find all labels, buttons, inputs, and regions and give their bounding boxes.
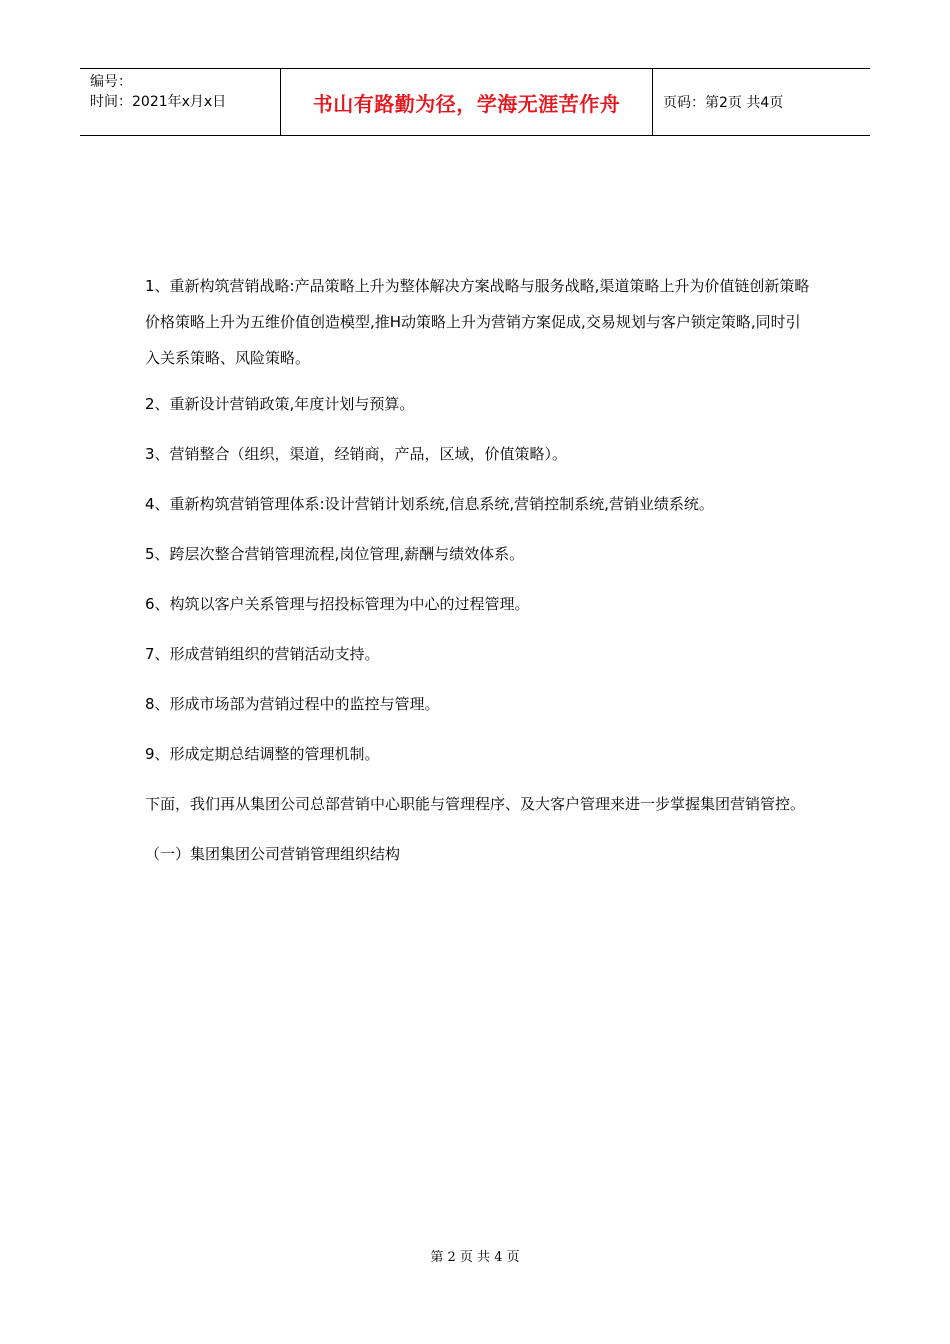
document-body <box>145 268 810 866</box>
list-item-6: 6、构筑以客户关系管理与招投标管理为中心的过程管理。 <box>145 595 530 613</box>
header-page-number: 页码：第2页 共4页 <box>663 95 784 111</box>
page-footer: 第 2 页 共 4 页 <box>430 1250 520 1265</box>
section-heading: （一）集团集团公司营销管理组织结构 <box>145 845 401 863</box>
list-item-1: 1、重新构筑营销战略:产品策略上升为整体解决方案战略与服务战略,渠道策略上升为价值链创新策略价格策略上升为五维价值创造模型,推H动策略上升为营销方案促成,交易规划与客户锁定策略,同时引入关系策略、风险策略。 <box>145 277 810 367</box>
list-item-9: 9、形成定期总结调整的管理机制。 <box>145 745 380 763</box>
document-number-label: 编号： <box>90 74 132 90</box>
list-item-3: 3、营销整合（组织，渠道，经销商，产品，区域，价值策略）。 <box>145 445 568 463</box>
body-paragraph: 下面，我们再从集团公司总部营销中心职能与管理程序、及大客户管理来进一步掌握集团营销管控。 <box>145 795 806 813</box>
header-motto: 书山有路勤为径，学海无涯苦作舟 <box>281 69 653 135</box>
header-info-cell <box>80 69 281 135</box>
list-item-8: 8、形成市场部为营销过程中的监控与管理。 <box>145 695 440 713</box>
list-item-4: 4、重新构筑营销管理体系:设计营销计划系统,信息系统,营销控制系统,营销业绩系统。 <box>145 495 714 513</box>
list-item-5: 5、跨层次整合营销管理流程,岗位管理,薪酬与绩效体系。 <box>145 545 525 563</box>
list-item-2: 2、重新设计营销政策,年度计划与预算。 <box>145 395 415 413</box>
document-date-label: 时间：2021年x月x日 <box>90 94 227 110</box>
page-header <box>80 68 870 136</box>
list-item-7: 7、形成营销组织的营销活动支持。 <box>145 645 380 663</box>
